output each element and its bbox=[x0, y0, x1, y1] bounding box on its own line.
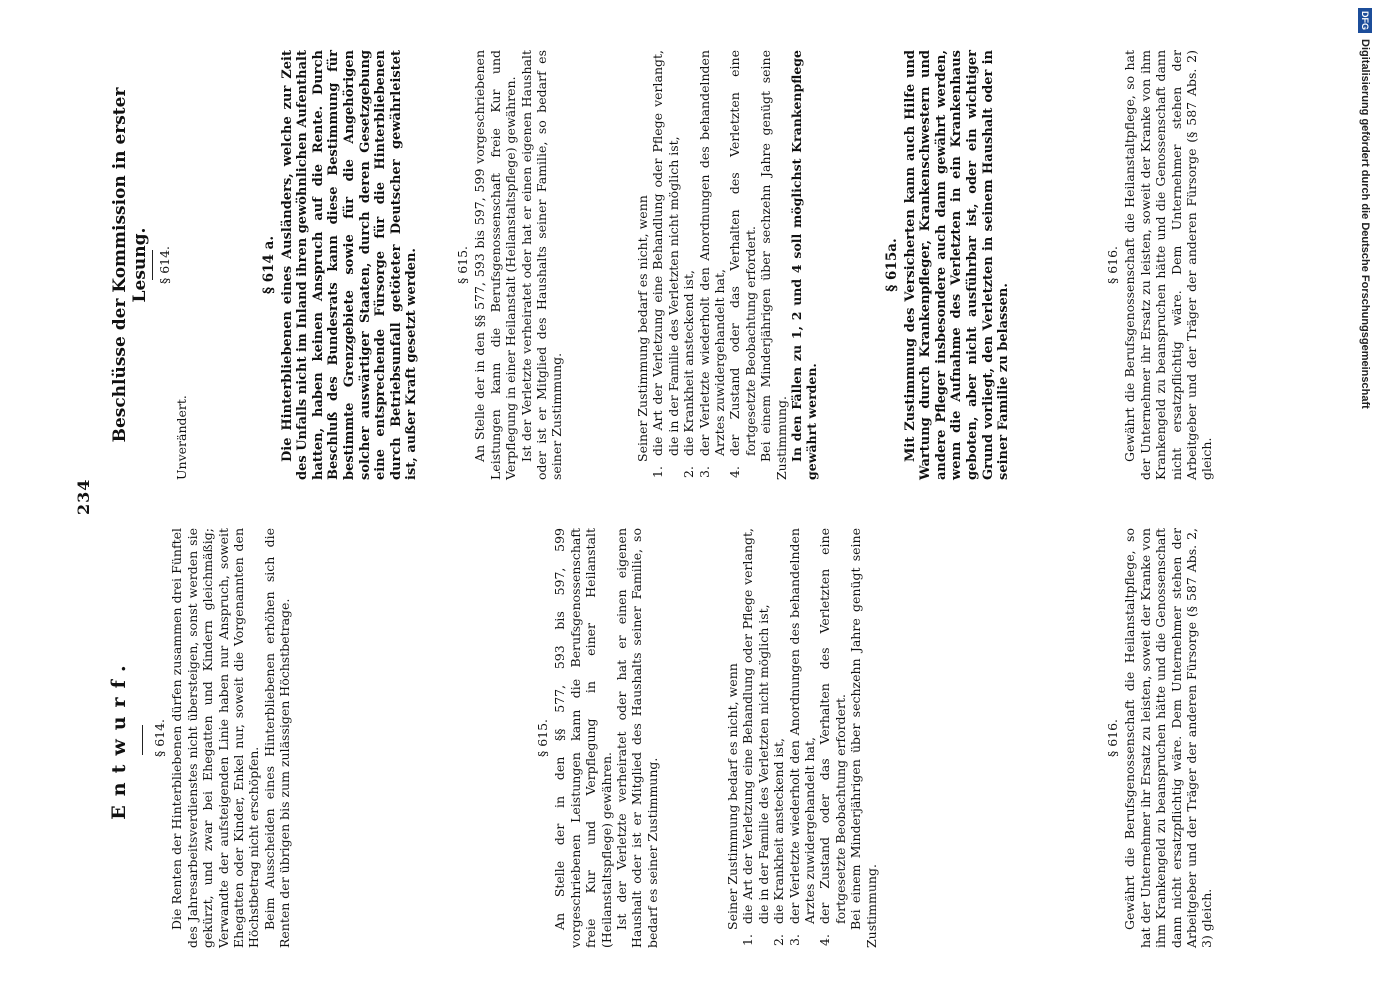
right-s614-paragraph-1: Unverändert. bbox=[174, 395, 190, 480]
right-s614a-block bbox=[262, 50, 420, 480]
left-s615-paragraph-2: Ist der Verletzte verheiratet oder hat er einen eigenen Haushalt oder ist er Mitglied des Haushalts seiner Familie, so bedarf es seiner Zustimmung. bbox=[614, 528, 660, 948]
right-s614-block bbox=[152, 50, 190, 480]
list-item: 1. die Art der Verletzung eine Behandlung oder Pflege verlangt, die in der Familie des Verletzten nicht möglich ist, bbox=[650, 50, 681, 478]
right-s615a-heading: § 615a. bbox=[884, 238, 900, 292]
right-s616-block bbox=[1105, 50, 1215, 480]
left-s614-paragraph-2: Beim Ausscheiden eines Hinterbliebenen erhöhen sich die Renten der übrigen bis zum zulässigen Höchstbetrage. bbox=[261, 528, 293, 948]
right-s614-heading: § 614. bbox=[157, 245, 172, 285]
list-item: 4. der Zustand oder das Verhalten des Verletzten eine fortgesetzte Beobachtung erfordert. bbox=[727, 50, 758, 478]
stamp-text: Digitalisierung gefördert durch die Deutsche Forschungsgemeinschaft bbox=[1359, 39, 1371, 409]
digitization-stamp bbox=[1355, 8, 1375, 992]
left-s615-paragraph-4: Bei einem Minderjährigen über sechzehn Jahre genügt seine Zustimmung. bbox=[848, 528, 879, 948]
right-s615a-paragraph-1: Mit Zustimmung des Versicherten kann auch Hilfe und Wartung durch Krankenpfleger, Krankenschwestern und andere Pfleger insbesondere auch dann gewährt werden, wenn die Aufnahme des Verletzten in ein Krankenhaus geboten, aber nicht ausführbar ist, oder ein wichtiger Grund vorliegt, den Verletzten in seinem Haushalt oder in seiner Familie zu belassen. bbox=[902, 50, 1012, 480]
right-s614a-paragraph-1: Die Hinterbliebenen eines Ausländers, welche zur Zeit des Unfalls nicht im Inland ihren gewöhnlichen Aufenthalt hatten, haben keinen Anspruch auf die Rente. Durch Beschluß des Bundesrats kann diese Bestimmung für bestimmte Grenzgebiete sowie für die Angehörigen solcher auswärtiger Staaten, durch deren Gesetzgebung eine entsprechende Fürsorge für die Hinterbliebenen durch Betriebsunfall getöteter Deutscher gewährleistet ist, außer Kraft gesetzt werden. bbox=[279, 50, 420, 480]
list-item: 2. die Krankheit ansteckend ist, bbox=[681, 270, 697, 478]
left-s616-heading: § 616. bbox=[1105, 718, 1120, 758]
right-s615-paragraph-4: Bei einem Minderjährigen über sechzehn Jahre genügt seine Zustimmung. bbox=[758, 50, 789, 480]
left-column bbox=[152, 528, 293, 948]
dfg-logo: DFG bbox=[1358, 8, 1372, 33]
left-s615-paragraph-1: An Stelle der in den §§ 577, 593 bis 597, 599 vorgeschriebenen Leistungen kann die Berufsgenossenschaft freie Kur und Verpflegung in einer Heilanstalt (Heilanstaltspflege) gewähren. bbox=[552, 528, 614, 948]
left-s614-paragraph-1: Die Renten der Hinterbliebenen dürfen zusammen drei Fünftel des Jahresarbeitsverdienstes nicht übersteigen, sonst werden sie gekürzt, und zwar bei Ehegatten und Kindern gleichmäßig; Verwandte der aufsteigenden Linie haben nur Anspruch, soweit Ehegatten oder Kinder, Enkel nur, soweit die Vorgenannten den Höchstbetrag nicht erschöpfen. bbox=[169, 528, 262, 948]
left-heading-rule bbox=[142, 725, 143, 755]
list-item: 3. der Verletzte wiederholt den Anordnungen des behandelnden Arztes zuwidergehandelt hat, bbox=[786, 528, 818, 946]
page-number: 234 bbox=[74, 478, 93, 515]
left-s615-list bbox=[740, 528, 848, 948]
right-s615-paragraph-2: Ist der Verletzte verheiratet oder hat er einen eigenen Haushalt oder ist er Mitglied des Haushalts seiner Familie, so bedarf es seiner Zustimmung. bbox=[518, 50, 565, 480]
right-s615-conditions bbox=[635, 50, 820, 480]
list-item: 1. die Art der Verletzung eine Behandlung oder Pflege verlangt, die in der Familie des Verletzten nicht möglich ist, bbox=[740, 528, 771, 946]
right-s616-paragraph-1: Gewährt die Berufsgenossenschaft die Heilanstaltpflege, so hat der Unternehmer ihr Ersatz zu leisten, soweit der Kranke von ihm Krankengeld zu beanspruchen hätte und die Genossenschaft dann nicht ersatzpflichtig wäre. Dem Unternehmer stehen der Arbeitgeber und der Träger der anderen Fürsorge (§ 587 Abs. 2) gleich. bbox=[1122, 50, 1215, 480]
right-s615-paragraph-5: In den Fällen zu 1, 2 und 4 soll möglichst Krankenpflege gewährt werden. bbox=[789, 50, 820, 480]
left-s615-paragraph-3: Seiner Zustimmung bedarf es nicht, wenn bbox=[725, 663, 740, 930]
left-s615-conditions bbox=[725, 528, 879, 948]
left-s615-heading: § 615. bbox=[535, 718, 550, 758]
left-s616-paragraph-1: Gewährt die Berufsgenossenschaft die Heilanstaltpflege, so hat der Unternehmer ihr Ersatz zu leisten, soweit der Kranke von ihm Krankengeld zu beanspruchen hätte und die Genossenschaft dann nicht ersatzpflichtig wäre. Dem Unternehmer stehen der Arbeitgeber und der Träger der anderen Fürsorge (§ 587 Abs. 2, 3) gleich. bbox=[1122, 528, 1215, 948]
right-s615-list bbox=[650, 50, 758, 480]
right-s615a-block bbox=[885, 50, 1012, 480]
right-heading-rule bbox=[152, 250, 153, 280]
right-s615-block bbox=[455, 50, 565, 480]
left-s616-block bbox=[1105, 528, 1215, 948]
list-item: 2. die Krankheit ansteckend ist, bbox=[771, 738, 787, 946]
right-column-heading: Beschlüsse der Kommission in erster Lesung. bbox=[110, 87, 150, 443]
right-s614a-heading: § 614 a. bbox=[261, 235, 277, 295]
left-column-heading: Entwurf. bbox=[108, 656, 130, 820]
left-s615-block bbox=[535, 528, 660, 948]
right-s615-heading: § 615. bbox=[455, 245, 470, 285]
list-item: 4. der Zustand oder das Verhalten des Verletzten eine fortgesetzte Beobachtung erfordert. bbox=[817, 528, 848, 946]
left-s614-heading: § 614. bbox=[152, 718, 167, 758]
right-s615-paragraph-3: Seiner Zustimmung bedarf es nicht, wenn bbox=[635, 195, 650, 462]
list-item: 3. der Verletzte wiederholt den Anordnungen des behandelnden Arztes zuwidergehandelt hat, bbox=[696, 50, 728, 478]
right-s615-paragraph-1: An Stelle der in den §§ 577, 593 bis 597, 599 vorgeschriebenen Leistungen kann die Berufsgenossenschaft freie Kur und Verpflegung in einer Heilanstalt (Heilanstaltspflege) gewähren. bbox=[472, 50, 519, 480]
right-s616-heading: § 616. bbox=[1105, 245, 1120, 285]
